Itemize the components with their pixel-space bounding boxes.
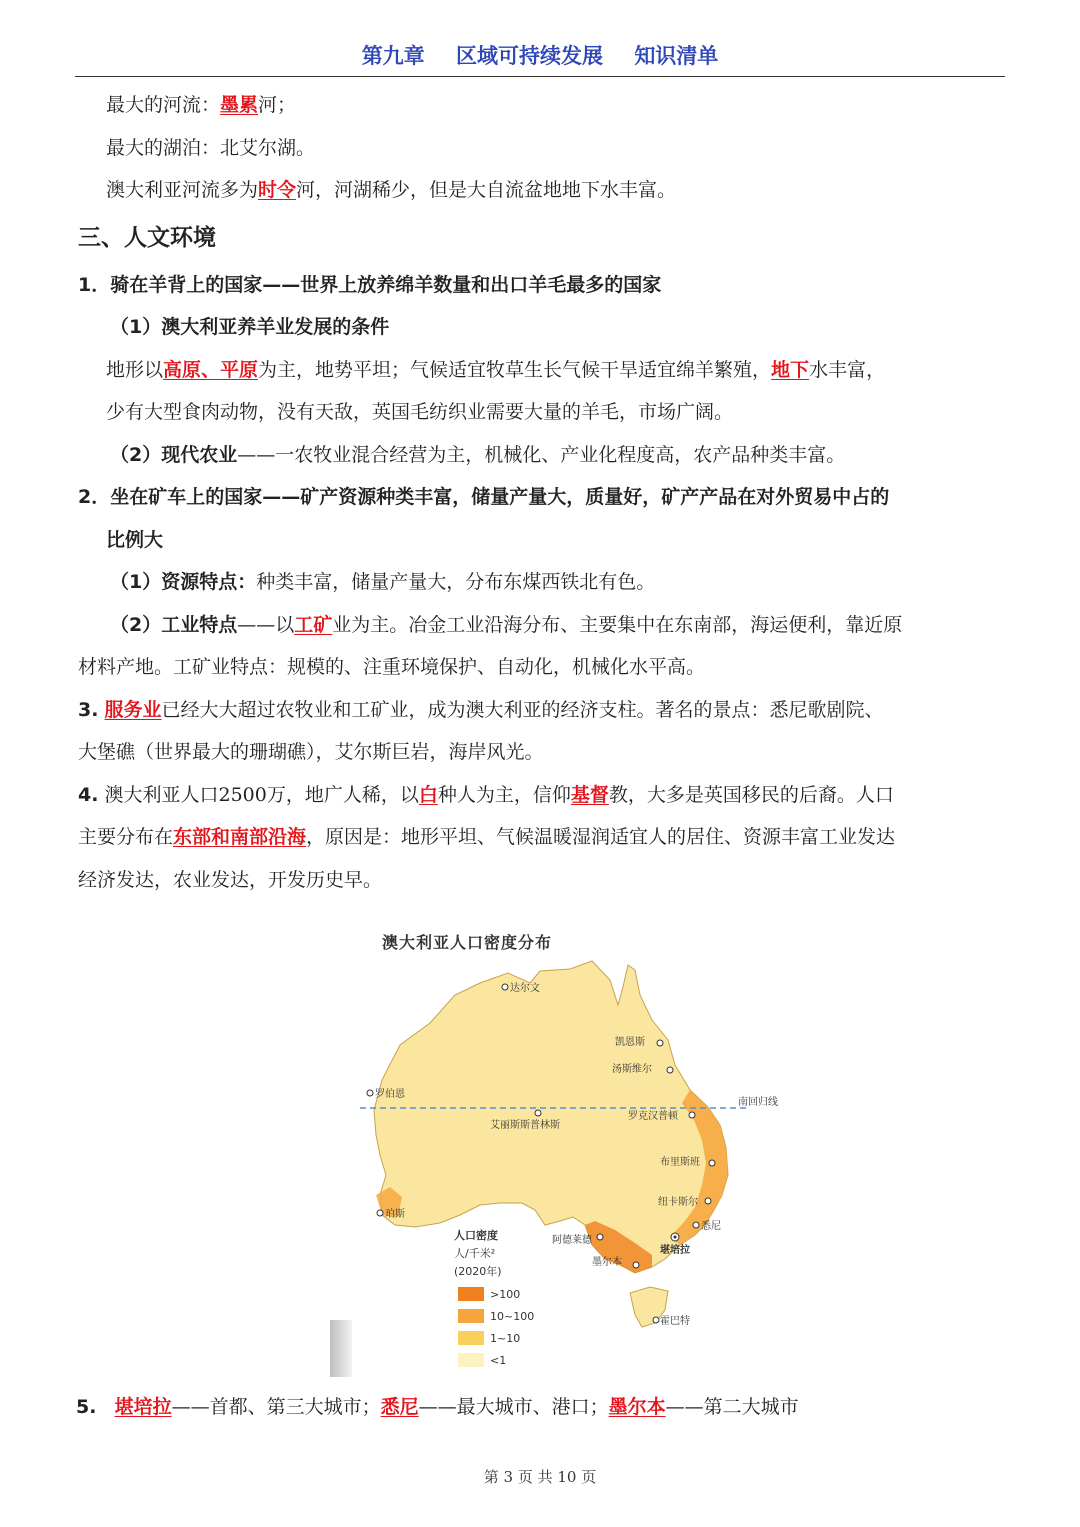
river-line: 最大的河流：墨累河； (106, 94, 297, 116)
item1-para1: 地形以高原、平原为主，地势平坦；气候适宜牧草生长气候干旱适宜绵羊繁殖，地下水丰富， (106, 358, 886, 381)
page-footer: 第 3 页 共 10 页 (483, 1468, 597, 1486)
city-darwin: 达尔文 (510, 983, 540, 994)
legend-unit: 人/千米² (454, 1247, 496, 1260)
highlight-underground: 地下 (771, 358, 810, 381)
item1-title: 1．骑在羊背上的国家——世界上放养绵羊数量和出口羊毛最多的国家 (78, 273, 662, 296)
highlight-industry-mining: 工矿 (294, 613, 333, 636)
map-title: 澳大利亚人口密度分布 (382, 933, 553, 952)
section-title: 三、人文环境 (78, 224, 216, 251)
document-body (78, 84, 1008, 901)
city-adelaide: 阿德莱德 (552, 1235, 592, 1246)
highlight-melbourne: 墨尔本 (608, 1396, 666, 1418)
highlight-canberra: 堪培拉 (114, 1396, 172, 1418)
item2-sub1: （1）资源特点：种类丰富，储量产量大，分布东煤西铁北有色。 (110, 571, 656, 593)
tropic-label: 南回归线 (738, 1097, 778, 1108)
item3-para-cont: 大堡礁（世界最大的珊瑚礁），艾尔斯巨岩，海岸风光。 (78, 741, 544, 763)
city-hobart: 霍巴特 (660, 1316, 690, 1327)
legend-title: 人口密度 (454, 1229, 498, 1242)
item4-para: 4. 澳大利亚人口2500万，地广人稀，以白种人为主，信仰基督教，大多是英国移民的后裔。人口 (78, 783, 894, 806)
city-cairns: 凯恩斯 (615, 1037, 645, 1048)
legend-swatch-4 (458, 1353, 484, 1367)
map-legend (454, 1228, 534, 1367)
item1-sub1: （1）澳大利亚养羊业发展的条件 (110, 316, 390, 338)
legend-label-1: >100 (490, 1288, 521, 1301)
legend-swatch-2 (458, 1309, 484, 1323)
legend-swatch-1 (458, 1287, 484, 1301)
highlight-sydney: 悉尼 (380, 1396, 419, 1418)
city-newcastle: 纽卡斯尔 (658, 1197, 698, 1208)
chapter-title: 区域可持续发展 (456, 44, 603, 68)
highlight-seasonal: 时令 (258, 179, 297, 201)
legend-label-2: 10~100 (490, 1310, 535, 1323)
city-perth: 珀斯 (385, 1209, 405, 1220)
chapter-label: 第九章 (361, 44, 425, 68)
item2-sub2: （2）工业特点——以工矿业为主。冶金工业沿海分布、主要集中在东南部，海运便利，靠近原 (110, 613, 903, 636)
page-shadow-edge (330, 1320, 352, 1377)
chapter-subtitle: 知识清单 (634, 44, 719, 68)
legend-label-4: <1 (490, 1354, 507, 1367)
highlight-murray: 墨累 (220, 94, 259, 116)
highlight-coast: 东部和南部沿海 (173, 826, 307, 848)
item3-para: 3. 服务业已经大大超过农牧业和工矿业，成为澳大利亚的经济支柱。著名的景点：悉尼歌剧院、 (78, 698, 884, 721)
population-density-map (330, 925, 778, 1377)
lake-line: 最大的湖泊：北艾尔湖。 (106, 136, 316, 159)
highlight-service: 服务业 (104, 698, 162, 721)
item5-para: 5. 堪培拉——首都、第三大城市；悉尼——最大城市、港口；墨尔本——第二大城市 (76, 1396, 799, 1418)
city-sydney: 悉尼 (701, 1221, 721, 1232)
legend-year: (2020年) (454, 1265, 502, 1278)
highlight-plateau-plain: 高原、平原 (163, 358, 259, 381)
item2-title: 2．坐在矿车上的国家——矿产资源种类丰富，储量产量大，质量好，矿产产品在对外贸易中占的 (78, 486, 890, 508)
australia-map-graphic (330, 925, 778, 1377)
item4-para-l3: 经济发达，农业发达，开发历史早。 (78, 868, 383, 891)
item1-sub2: （2）现代农业——一农牧业混合经营为主，机械化、产业化程度高，农产品种类丰富。 (110, 443, 846, 466)
city-brisbane: 布里斯班 (660, 1157, 700, 1168)
city-melbourne: 墨尔本 (592, 1257, 622, 1268)
item4-para-l2: 主要分布在东部和南部沿海，原因是：地形平坦、气候温暖湿润适宜人的居住、资源丰富工业发达 (78, 826, 896, 848)
city-roebourne: 罗伯恩 (375, 1089, 405, 1100)
header-divider (75, 76, 1005, 77)
page-header (75, 40, 1005, 70)
item2-title-cont: 比例大 (106, 528, 164, 551)
item2-sub2-cont: 材料产地。工矿业特点：规模的、注重环境保护、自动化，机械化水平高。 (78, 656, 706, 678)
city-rockhampton: 罗克汉普顿 (628, 1111, 678, 1122)
city-canberra: 堪培拉 (660, 1245, 690, 1256)
seasonal-river-line: 澳大利亚河流多为时令河，河湖稀少，但是大自流盆地地下水丰富。 (106, 179, 677, 201)
legend-swatch-3 (458, 1331, 484, 1345)
city-townsville: 汤斯维尔 (612, 1064, 652, 1075)
item1-para1-cont: 少有大型食肉动物，没有天敌，英国毛纺织业需要大量的羊毛，市场广阔。 (106, 401, 734, 423)
city-alice-springs: 艾丽斯斯普林斯 (490, 1120, 560, 1131)
highlight-white: 白 (418, 783, 438, 806)
highlight-christian: 基督 (570, 783, 609, 806)
legend-label-3: 1~10 (490, 1332, 521, 1345)
